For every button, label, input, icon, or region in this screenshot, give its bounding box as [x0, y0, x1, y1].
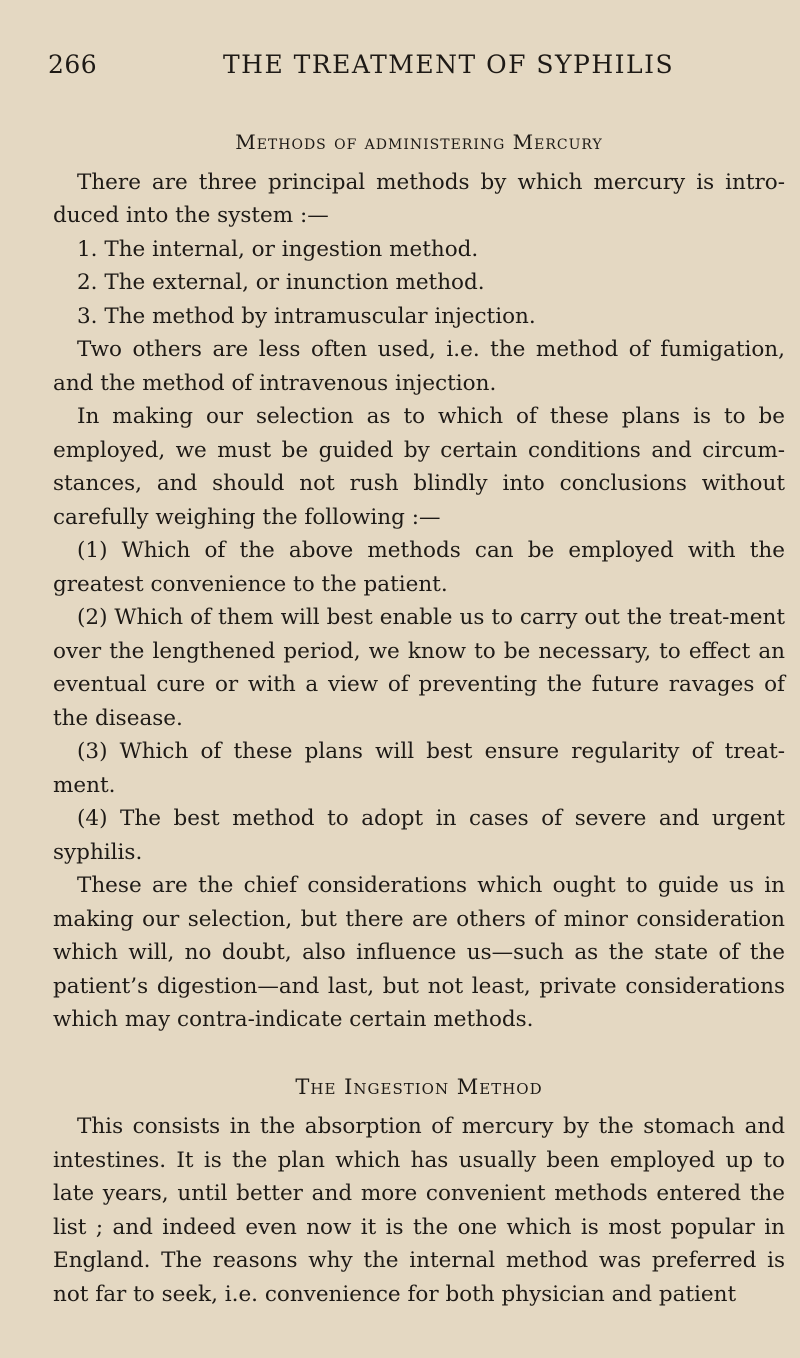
- consideration-2: (2) Which of them will best enable us to carry out the treat-ment over the lengthened period, we know to be necessary, to effect an eventual cure or with a view of preventing the future ravages of the disease.: [53, 605, 785, 731]
- consideration-4: (4) The best method to adopt in cases of severe and urgent syphilis.: [53, 806, 785, 865]
- consideration-1: (1) Which of the above methods can be employed with the greatest convenience to the patient.: [53, 538, 785, 597]
- paragraph-selection: In making our selection as to which of these plans is to be employed, we must be guided by certain conditions and circum-stances, and should not rush blindly into conclusions without carefully weighing the following :—: [53, 404, 785, 530]
- paragraph-other-methods: Two others are less often used, i.e. the method of fumigation, and the method of intravenous injection.: [53, 337, 785, 396]
- list-item-external: 2. The external, or inunction method.: [77, 270, 485, 295]
- paragraph-chief-considerations: These are the chief considerations which ought to guide us in making our selection, but there are others of minor consideration which will, no doubt, also influence us—such as the state of the patient’s digestion—and last, but not least, private considerations which may contra-indicate certain methods.: [53, 873, 785, 1032]
- body-text: [53, 126, 785, 1311]
- paragraph-intro: There are three principal methods by which mercury is intro-duced into the system :—: [53, 169, 785, 228]
- list-item-internal: 1. The internal, or ingestion method.: [77, 236, 479, 262]
- paragraph-ingestion: This consists in the absorption of mercury by the stomach and intestines. It is the plan which has usually been employed up to late years, until better and more convenient methods entered the list ; and indeed even now it is the one which is most popular in England. The reasons why the internal method was preferred is not far to seek, i.e. convenience for both physician and patient: [53, 1114, 785, 1307]
- running-title: THE TREATMENT OF SYPHILIS: [223, 50, 675, 79]
- running-head: [48, 50, 760, 90]
- section-heading-ingestion: The Ingestion Method: [295, 1074, 543, 1099]
- list-item-injection: 3. The method by intramuscular injection.: [77, 303, 536, 329]
- section-heading-methods: Methods of administering Mercury: [235, 130, 603, 154]
- consideration-3: (3) Which of these plans will best ensure regularity of treat-ment.: [53, 739, 785, 798]
- page-number: 266: [48, 50, 98, 79]
